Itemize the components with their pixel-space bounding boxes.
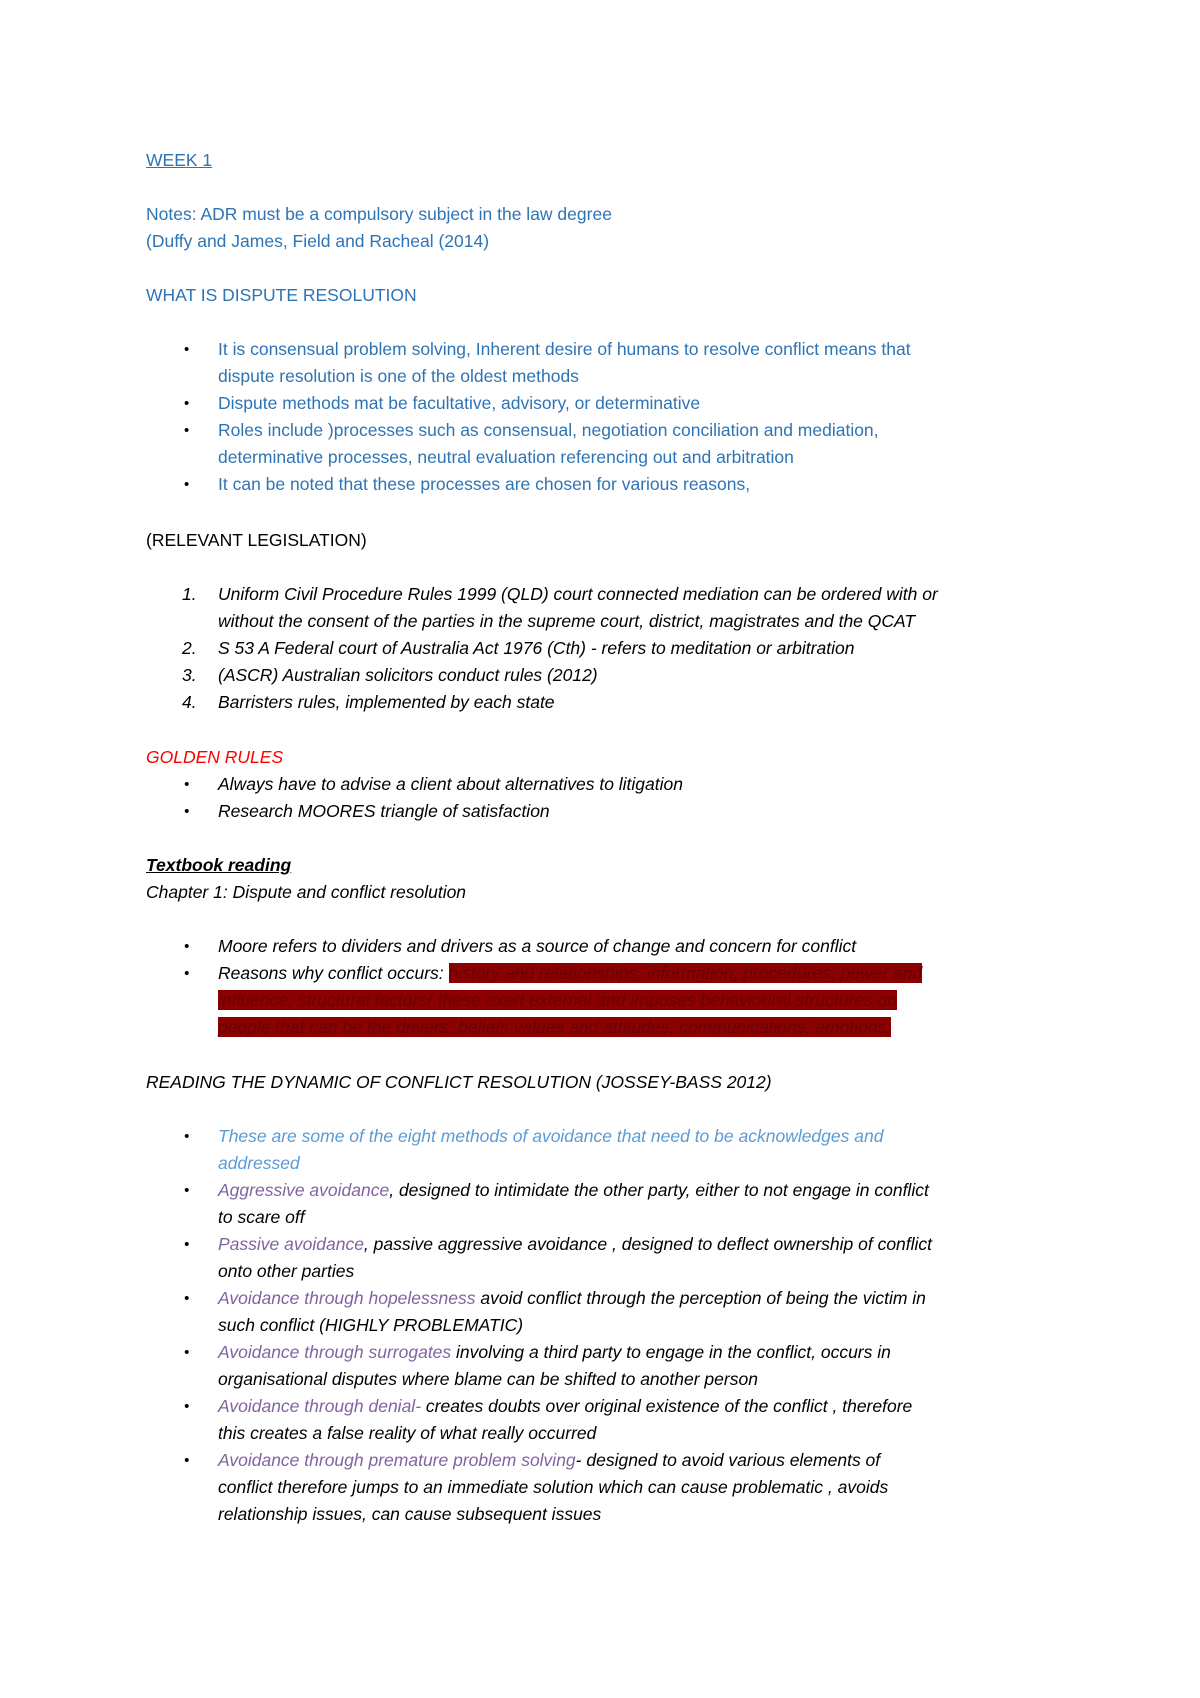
list-item-line	[218, 987, 1076, 1014]
bullet-icon: •	[184, 1128, 190, 1145]
legislation-heading-text: (RELEVANT LEGISLATION)	[146, 530, 367, 550]
list-item	[146, 1231, 1076, 1285]
avoidance-desc: - designed to avoid various elements of	[575, 1450, 881, 1470]
list-item-line: Always have to advise a client about alternatives to litigation	[218, 774, 683, 794]
legislation-list	[146, 581, 1076, 716]
list-item-line: conflict therefore jumps to an immediate solution which can cause problematic , avoids	[218, 1477, 889, 1497]
what-is-heading	[146, 282, 1076, 309]
reading-heading-text: READING THE DYNAMIC OF CONFLICT RESOLUTION (JOSSEY-BASS 2012)	[146, 1072, 772, 1092]
list-item-line	[218, 1393, 1076, 1420]
list-item	[146, 1177, 1076, 1231]
list-item	[146, 1285, 1076, 1339]
list-item-line	[218, 960, 1076, 987]
bullet-icon: •	[184, 422, 190, 439]
list-item	[146, 1123, 1076, 1177]
bullet-icon: •	[184, 965, 190, 982]
list-item-line	[218, 1339, 1076, 1366]
list-item-line	[218, 1231, 1076, 1258]
list-item-line: relationship issues, can cause subsequent issues	[218, 1504, 602, 1524]
bullet-icon: •	[184, 1290, 190, 1307]
avoidance-term: Avoidance through premature problem solving	[218, 1450, 576, 1470]
list-item	[146, 798, 1076, 825]
list-item	[146, 960, 1076, 1041]
highlighted-text: influence, structural factors( these exert external and imposes behavioural structures on	[218, 990, 897, 1010]
list-item-line: organisational disputes where blame can be shifted to another person	[218, 1369, 758, 1389]
bullet-icon: •	[184, 1344, 190, 1361]
highlighted-text: history and relationships, information, procedures, power and	[448, 963, 923, 983]
avoidance-term: Passive avoidance	[218, 1234, 364, 1254]
list-item-line: S 53 A Federal court of Australia Act 1976 (Cth) - refers to meditation or arbitration	[218, 638, 855, 658]
list-item-line: It can be noted that these processes are chosen for various reasons,	[218, 474, 751, 494]
avoidance-desc: , passive aggressive avoidance , designed to deflect ownership of conflict	[363, 1234, 933, 1254]
avoidance-term: Avoidance through surrogates	[218, 1342, 452, 1362]
notes-block	[146, 201, 1076, 255]
avoidance-desc: avoid conflict through the perception of being the victim in	[475, 1288, 926, 1308]
reading-list	[146, 1123, 1076, 1528]
list-item-line: Dispute methods mat be facultative, advisory, or determinative	[218, 393, 701, 413]
reading-heading	[146, 1069, 1076, 1096]
list-item	[146, 581, 1076, 635]
list-item	[146, 1447, 1076, 1528]
notes-line-2: (Duffy and James, Field and Racheal (2014)	[146, 231, 490, 251]
bullet-icon: •	[184, 776, 190, 793]
list-number: 2.	[182, 638, 197, 658]
legislation-heading	[146, 527, 1076, 554]
list-item	[146, 1393, 1076, 1447]
bullet-icon: •	[184, 341, 190, 358]
list-item	[146, 689, 1076, 716]
list-number: 4.	[182, 692, 197, 712]
notes-line-1: Notes: ADR must be a compulsory subject in the law degree	[146, 204, 612, 224]
bullet-icon: •	[184, 476, 190, 493]
textbook-heading-text: Textbook reading	[146, 855, 292, 875]
avoidance-term: Avoidance through denial-	[218, 1396, 422, 1416]
textbook-chapter-text: Chapter 1: Dispute and conflict resolution	[146, 882, 467, 902]
list-item-line	[218, 1447, 1076, 1474]
list-item-line: this creates a false reality of what really occurred	[218, 1423, 597, 1443]
avoidance-desc: creates doubts over original existence of the conflict , therefore	[421, 1396, 913, 1416]
list-item-line: dispute resolution is one of the oldest methods	[218, 366, 579, 386]
list-item	[146, 417, 1076, 471]
list-number: 3.	[182, 665, 197, 685]
golden-rules-heading-text: GOLDEN RULES	[146, 747, 284, 767]
list-item-line: These are some of the eight methods of avoidance that need to be acknowledges and	[218, 1126, 884, 1146]
list-number: 1.	[182, 584, 197, 604]
list-item	[146, 390, 1076, 417]
list-item	[146, 662, 1076, 689]
list-item-line: such conflict (HIGHLY PROBLEMATIC)	[218, 1315, 524, 1335]
list-item	[146, 336, 1076, 390]
list-item-line: Research MOORES triangle of satisfaction	[218, 801, 550, 821]
list-item	[146, 1339, 1076, 1393]
bullet-icon: •	[184, 803, 190, 820]
list-item-line: Barristers rules, implemented by each state	[218, 692, 555, 712]
golden-rules-heading	[146, 744, 1076, 771]
list-item-line: without the consent of the parties in the supreme court, district, magistrates and the QCAT	[218, 611, 916, 631]
bullet-icon: •	[184, 1182, 190, 1199]
week-title	[146, 147, 1076, 174]
bullet-icon: •	[184, 1398, 190, 1415]
avoidance-desc: , designed to intimidate the other party, either to not engage in conflict	[389, 1180, 929, 1200]
list-item-line: (ASCR) Australian solicitors conduct rules (2012)	[218, 665, 598, 685]
highlighted-text: people that can be the drivers, beliefs values and attitudes, communications, emotions,	[218, 1017, 892, 1037]
textbook-chapter	[146, 879, 1076, 906]
avoidance-desc: involving a third party to engage in the conflict, occurs in	[451, 1342, 891, 1362]
list-item-line	[218, 1177, 1076, 1204]
list-item-line: onto other parties	[218, 1261, 355, 1281]
list-item-line: It is consensual problem solving, Inherent desire of humans to resolve conflict means that	[218, 339, 911, 359]
bullet-icon: •	[184, 938, 190, 955]
list-item-line	[218, 1285, 1076, 1312]
what-is-heading-text: WHAT IS DISPUTE RESOLUTION	[146, 285, 417, 305]
textbook-heading	[146, 852, 1076, 879]
avoidance-term: Aggressive avoidance	[218, 1180, 390, 1200]
bullet-icon: •	[184, 1236, 190, 1253]
bullet-icon: •	[184, 1452, 190, 1469]
list-item-line: addressed	[218, 1153, 300, 1173]
reasons-prefix: Reasons why conflict occurs:	[218, 963, 449, 983]
list-item-line: to scare off	[218, 1207, 305, 1227]
week-title-text: WEEK 1	[146, 150, 213, 170]
avoidance-term: Avoidance through hopelessness	[218, 1288, 476, 1308]
list-item-line	[218, 1014, 1076, 1041]
list-item	[146, 471, 1076, 498]
list-item-line: Roles include )processes such as consensual, negotiation conciliation and mediation,	[218, 420, 879, 440]
textbook-list	[146, 933, 1076, 1041]
what-is-list	[146, 336, 1076, 498]
list-item	[146, 635, 1076, 662]
list-item-line: Moore refers to dividers and drivers as a source of change and concern for conflict	[218, 936, 857, 956]
list-item-line: determinative processes, neutral evaluation referencing out and arbitration	[218, 447, 794, 467]
bullet-icon: •	[184, 395, 190, 412]
list-item	[146, 771, 1076, 798]
list-item	[146, 933, 1076, 960]
golden-rules-list	[146, 771, 1076, 825]
list-item-line: Uniform Civil Procedure Rules 1999 (QLD) court connected mediation can be ordered with or	[218, 584, 938, 604]
